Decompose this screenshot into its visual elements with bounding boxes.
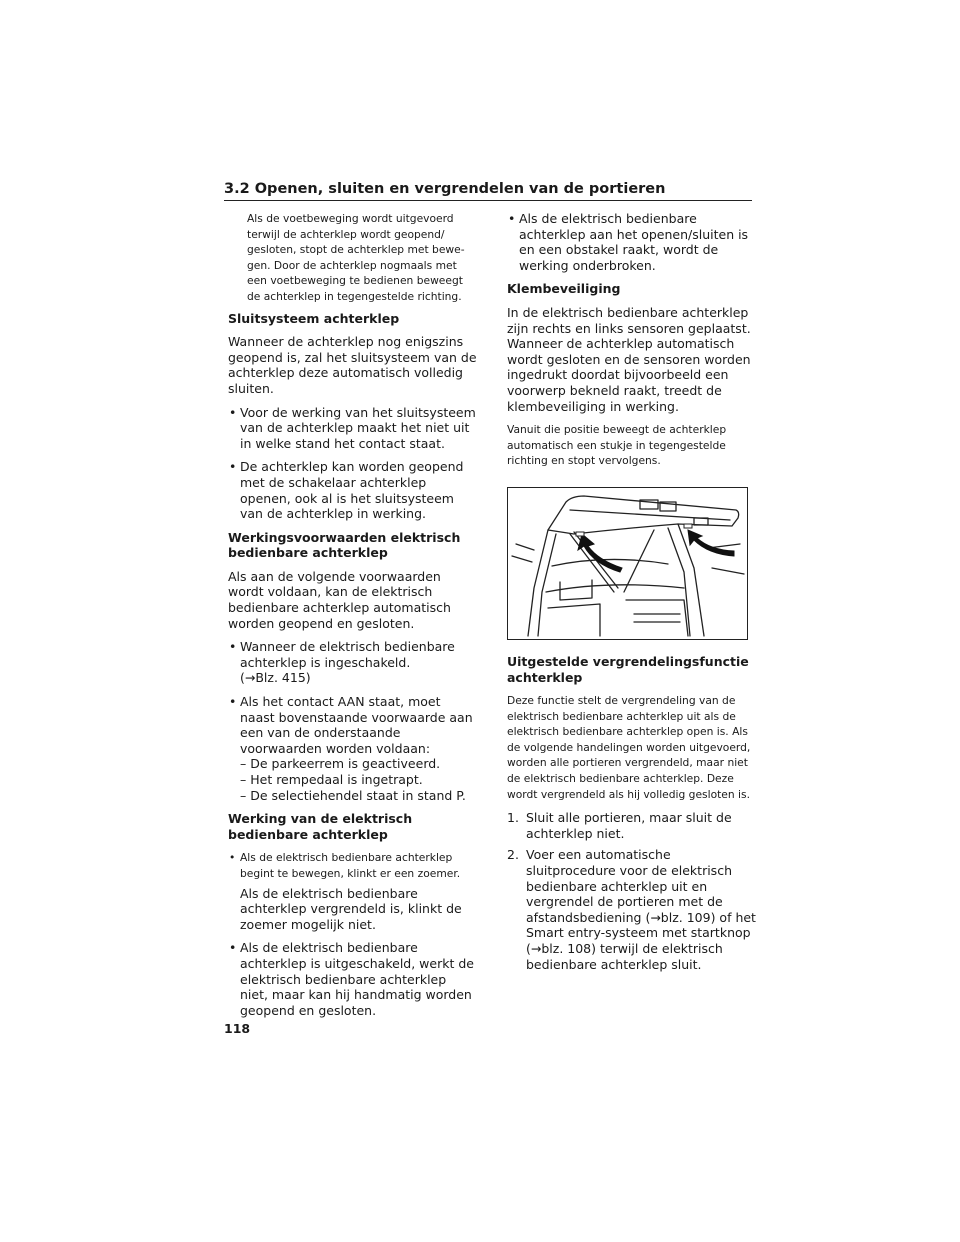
paragraph-closing-system: Wanneer de achterklep nog enigszins geopend is, zal het sluitsysteem van de achterklep deze automatisch volledig sluiten. xyxy=(228,334,477,396)
heading-delayed-locking: Uitgestelde vergrendelingsfunctie achterklep xyxy=(507,653,749,685)
note-delayed-locking: Deze functie stelt de vergrendeling van de elektrisch bedienbare achterklep uit als de elektrisch bedienbare achterklep open is. Als de volgende handelingen worden uitgevoerd, worden alle portieren vergrendeld, maar niet de elektrisch bedienbare achterklep. Deze wordt vergrendeld als hij volledig gesloten is. xyxy=(507,694,751,801)
bullet-text: Als de elektrisch bedienbare achterklep begint te bewegen, klinkt er een zoemer. xyxy=(240,851,461,880)
left-column xyxy=(228,211,478,1026)
bullet-closing-2 xyxy=(228,459,478,521)
bullet-icon: • xyxy=(229,459,237,475)
bullet-icon: • xyxy=(508,211,516,226)
bullet-icon: • xyxy=(229,851,236,865)
dash-item: – Het rempedaal is ingetrapt. xyxy=(240,772,423,787)
bullet-text: Als de elektrisch bedienbare achterklep is uitgeschakeld, werkt de elektrisch bedienbare achterklep niet, maar kan hij handmatig worden geopend en gesloten. xyxy=(240,940,474,1018)
bullet-text: Als het contact AAN staat, moet naast bovenstaande voorwaarde aan een van de onderstaande voorwaarden worden voldaan: xyxy=(240,694,473,756)
page-number: 118 xyxy=(224,1021,251,1036)
note-pinch-protection: Vanuit die positie beweegt de achterklep automatisch een stukje in tegengestelde richting en stopt vervolgens. xyxy=(507,423,727,468)
tailgate-sensor-illustration xyxy=(507,487,748,640)
bullet-icon: • xyxy=(229,940,237,956)
heading-pinch-protection: Klembeveiliging xyxy=(507,281,621,297)
step-text: Voer een automatische sluitprocedure voor de elektrisch bedienbare achterklep uit en vergrendel de portieren met de afstandsbediening (→blz. 109) of het Smart entry-systeem met startknop (→blz. 108) terwijl de elektrisch bedienbare achterklep sluit. xyxy=(526,847,756,972)
bullet-text: Als de elektrisch bedienbare achterklep aan het openen/sluiten is en een obstakel raakt, wordt de werking onderbroken. xyxy=(519,211,749,273)
page-reference-link[interactable]: (→Blz. 415) xyxy=(240,670,311,686)
bullet-operation-2 xyxy=(228,940,478,1018)
paragraph-pinch-protection: In de elektrisch bedienbare achterklep zijn rechts en links sensoren geplaatst. Wanneer de achterklep automatisch wordt gesloten en de sensoren worden ingedrukt doordat bijvoorbeeld een voorwerp bekneld raakt, treedt de klembeveiliging in werking. xyxy=(507,304,751,414)
note-foot-motion: Als de voetbeweging wordt uitgevoerd terwijl de achterklep wordt geopend/ gesloten, stopt de achterklep met bewegen. Door de achterklep nogmaals met een voetbeweging te bedienen beweegt de achterklep in tegengestelde richting. xyxy=(247,212,465,303)
heading-tailgate-operation: Werking van de elektrisch bedienbare achterklep xyxy=(228,811,413,842)
dash-item: – De selectiehendel staat in stand P. xyxy=(240,787,466,803)
heading-operating-conditions: Werkingsvoorwaarden elektrisch bedienbare achterklep xyxy=(228,529,461,561)
bullet-conditions-2 xyxy=(228,694,478,803)
bullet-icon: • xyxy=(229,694,237,710)
bullet-text: Voor de werking van het sluitsysteem van de achterklep maakt het niet uit in welke stand het contact staat. xyxy=(240,404,476,451)
step-text: Sluit alle portieren, maar sluit de achterklep niet. xyxy=(526,810,732,841)
bullet-closing-1 xyxy=(228,405,478,452)
bullet-icon: • xyxy=(229,639,237,655)
bullet-text: De achterklep kan worden geopend met de schakelaar achterklep openen, ook al is het sluitsysteem van de achterklep in werking. xyxy=(240,459,464,522)
dash-item: – De parkeerrem is geactiveerd. xyxy=(240,756,441,772)
section-header: 3.2 Openen, sluiten en vergrendelen van de portieren xyxy=(224,180,752,201)
step-number: 2. xyxy=(507,847,519,863)
bullet-conditions-1 xyxy=(228,639,478,686)
step-2 xyxy=(507,847,757,972)
step-1 xyxy=(507,810,757,841)
step-number: 1. xyxy=(507,810,519,826)
paragraph-buzzer: Als de elektrisch bedienbare achterklep vergrendeld is, klinkt de zoemer mogelijk niet. xyxy=(240,885,462,932)
bullet-operation-1 xyxy=(228,850,478,881)
heading-closing-system: Sluitsysteem achterklep xyxy=(228,310,400,326)
bullet-text: Wanneer de elektrisch bedienbare achterklep is ingeschakeld. xyxy=(240,639,455,670)
bullet-obstacle xyxy=(507,211,757,273)
right-column xyxy=(507,211,757,978)
tailgate-drawing xyxy=(508,488,747,639)
bullet-icon: • xyxy=(229,404,237,420)
paragraph-operating-conditions: Als aan de volgende voorwaarden wordt voldaan, kan de elektrisch bedienbare achterklep automatisch worden geopend en gesloten. xyxy=(228,568,451,631)
